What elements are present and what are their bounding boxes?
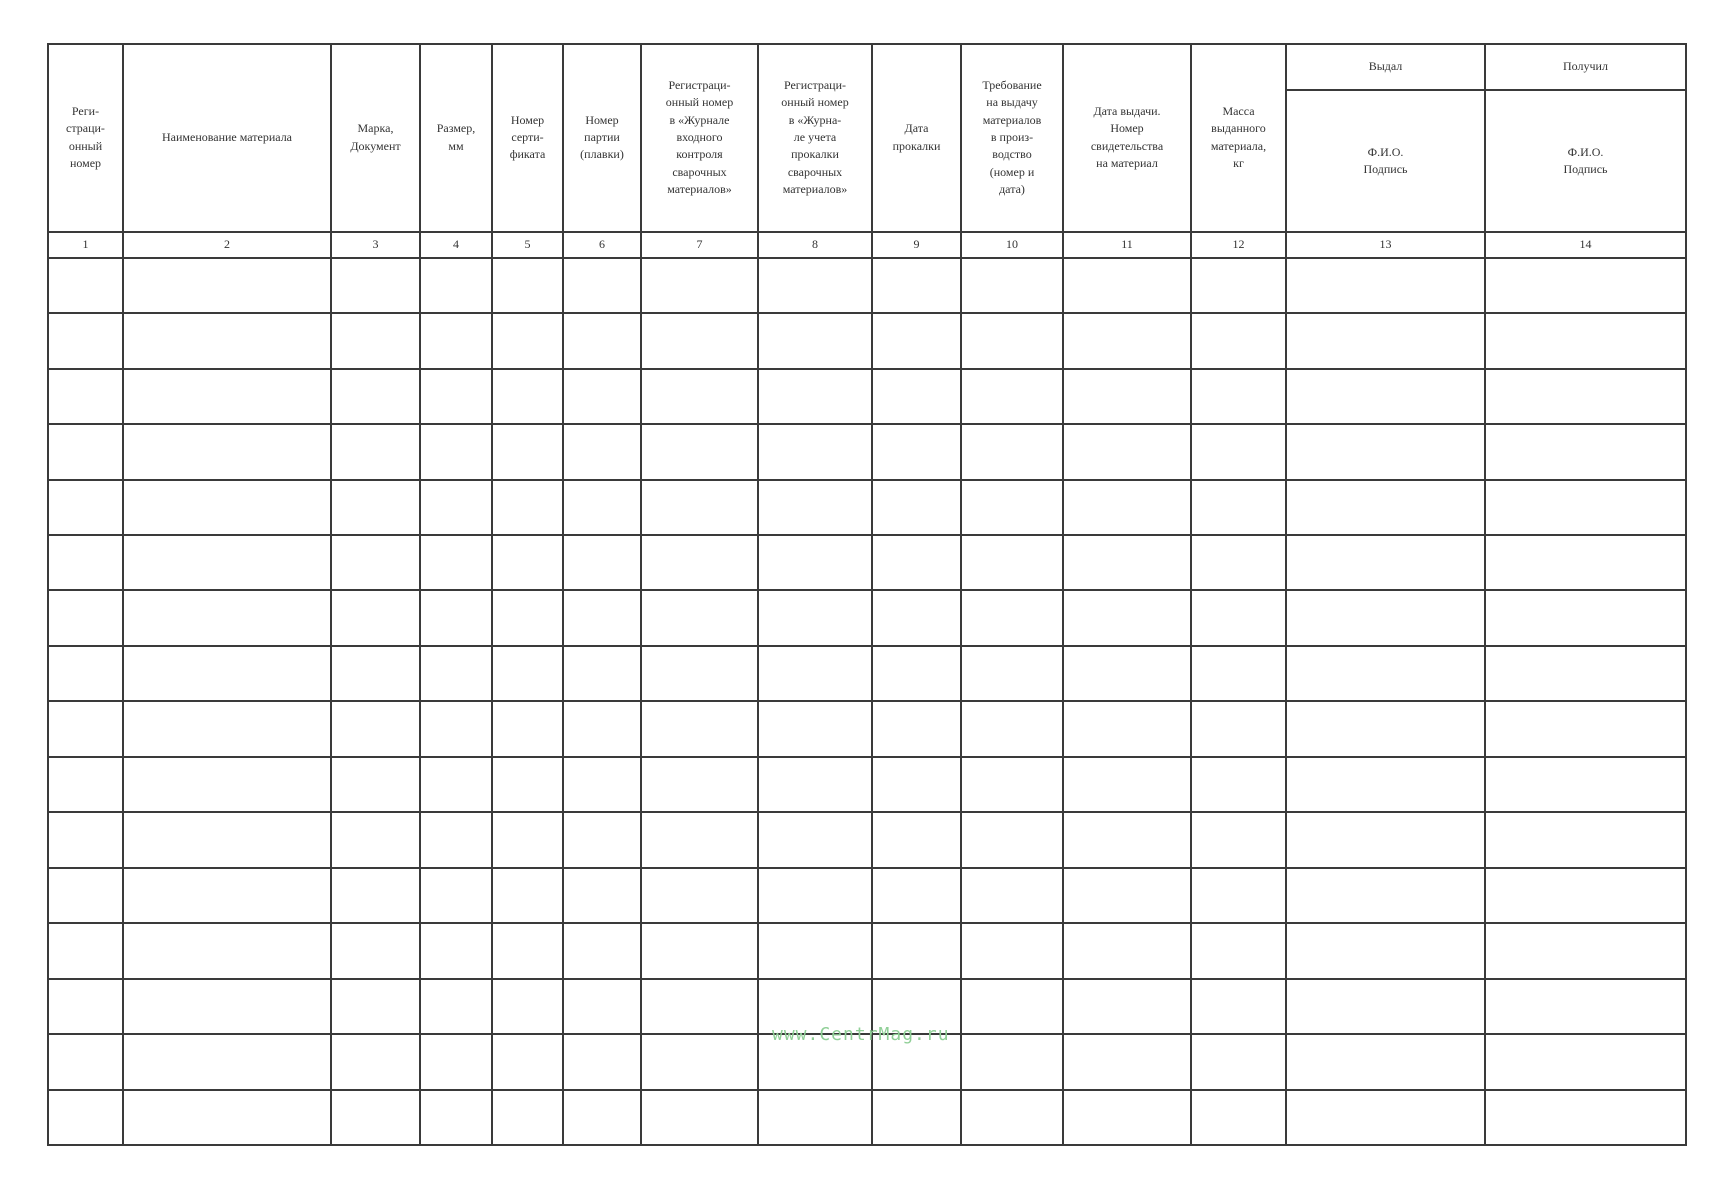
- table-cell[interactable]: [48, 369, 123, 424]
- table-cell[interactable]: [1485, 812, 1686, 867]
- header-batch-number: Номер партии (плавки): [563, 44, 641, 232]
- column-number-row: [48, 232, 1686, 258]
- table-cell[interactable]: [48, 590, 123, 645]
- table-cell[interactable]: [872, 757, 961, 812]
- table-cell[interactable]: [563, 812, 641, 867]
- table-cell[interactable]: [563, 535, 641, 590]
- table-cell[interactable]: [961, 369, 1063, 424]
- table-cell[interactable]: [1191, 812, 1286, 867]
- column-number: 8: [758, 232, 872, 258]
- table-cell[interactable]: [1286, 979, 1485, 1034]
- table-cell[interactable]: [563, 480, 641, 535]
- table-cell[interactable]: [641, 313, 758, 368]
- table-cell[interactable]: [872, 313, 961, 368]
- table-cell[interactable]: [758, 590, 872, 645]
- table-cell[interactable]: [1191, 258, 1286, 313]
- table-cell[interactable]: [123, 313, 331, 368]
- table-cell[interactable]: [48, 535, 123, 590]
- table-cell[interactable]: [420, 812, 492, 867]
- table-row: [48, 868, 1686, 923]
- table-cell[interactable]: [1286, 868, 1485, 923]
- column-number: 2: [123, 232, 331, 258]
- table-cell[interactable]: [872, 258, 961, 313]
- table-cell[interactable]: [123, 424, 331, 479]
- header-registration-number: Реги- страци- онный номер: [48, 44, 123, 232]
- table-cell[interactable]: [420, 313, 492, 368]
- table-cell[interactable]: [123, 535, 331, 590]
- table-cell[interactable]: [758, 868, 872, 923]
- table-cell[interactable]: [123, 646, 331, 701]
- table-row: [48, 535, 1686, 590]
- column-number: 11: [1063, 232, 1191, 258]
- table-cell[interactable]: [492, 1090, 563, 1145]
- table-cell[interactable]: [1063, 701, 1191, 756]
- table-cell[interactable]: [961, 590, 1063, 645]
- table-cell[interactable]: [961, 646, 1063, 701]
- table-cell[interactable]: [563, 1090, 641, 1145]
- table-cell[interactable]: [1063, 535, 1191, 590]
- header-calcination-journal-number: Регистраци- онный номер в «Журна- ле учета прокалки сварочных материалов»: [758, 44, 872, 232]
- table-cell[interactable]: [961, 535, 1063, 590]
- table-cell[interactable]: [1063, 313, 1191, 368]
- table-cell[interactable]: [123, 701, 331, 756]
- table-cell[interactable]: [641, 590, 758, 645]
- table-cell[interactable]: [420, 258, 492, 313]
- table-cell[interactable]: [48, 923, 123, 978]
- table-cell[interactable]: [1063, 1090, 1191, 1145]
- table-cell[interactable]: [563, 646, 641, 701]
- table-cell[interactable]: [872, 535, 961, 590]
- table-cell[interactable]: [420, 979, 492, 1034]
- watermark: www.CentrMag.ru: [772, 1024, 950, 1045]
- table-cell[interactable]: [123, 923, 331, 978]
- column-number: 7: [641, 232, 758, 258]
- table-cell[interactable]: [1286, 701, 1485, 756]
- table-row: [48, 424, 1686, 479]
- table-cell[interactable]: [641, 923, 758, 978]
- table-cell[interactable]: [123, 590, 331, 645]
- table-cell[interactable]: [492, 701, 563, 756]
- table-cell[interactable]: [123, 868, 331, 923]
- table-cell[interactable]: [961, 868, 1063, 923]
- table-cell[interactable]: [331, 757, 420, 812]
- table-cell[interactable]: [123, 369, 331, 424]
- table-cell[interactable]: [961, 923, 1063, 978]
- table-cell[interactable]: [1485, 1090, 1686, 1145]
- table-cell[interactable]: [1191, 590, 1286, 645]
- table-row: [48, 369, 1686, 424]
- table-cell[interactable]: [48, 1090, 123, 1145]
- table-cell[interactable]: [758, 646, 872, 701]
- table-cell[interactable]: [1286, 369, 1485, 424]
- table-cell[interactable]: [1286, 424, 1485, 479]
- table-cell[interactable]: [48, 868, 123, 923]
- table-cell[interactable]: [492, 313, 563, 368]
- table-cell[interactable]: [1191, 313, 1286, 368]
- table-cell[interactable]: [331, 1090, 420, 1145]
- table-cell[interactable]: [961, 757, 1063, 812]
- table-cell[interactable]: [1286, 923, 1485, 978]
- table-cell[interactable]: [1191, 923, 1286, 978]
- table-cell[interactable]: [641, 1090, 758, 1145]
- table-cell[interactable]: [331, 646, 420, 701]
- table-cell[interactable]: [420, 923, 492, 978]
- table-cell[interactable]: [758, 757, 872, 812]
- table-cell[interactable]: [48, 812, 123, 867]
- column-number: 9: [872, 232, 961, 258]
- table-cell[interactable]: [563, 701, 641, 756]
- table-cell[interactable]: [1286, 258, 1485, 313]
- table-cell[interactable]: [331, 369, 420, 424]
- column-number: 5: [492, 232, 563, 258]
- table-cell[interactable]: [1286, 480, 1485, 535]
- table-cell[interactable]: [961, 812, 1063, 867]
- table-cell[interactable]: [641, 979, 758, 1034]
- table-cell[interactable]: [123, 1090, 331, 1145]
- column-number: 13: [1286, 232, 1485, 258]
- table-cell[interactable]: [1485, 258, 1686, 313]
- table-cell[interactable]: [492, 1034, 563, 1089]
- header-calcination-date: Дата прокалки: [872, 44, 961, 232]
- table-cell[interactable]: [492, 258, 563, 313]
- table-cell[interactable]: [331, 535, 420, 590]
- table-cell[interactable]: [1286, 590, 1485, 645]
- table-cell[interactable]: [758, 1090, 872, 1145]
- header-row-top: [48, 44, 1686, 90]
- table-cell[interactable]: [492, 979, 563, 1034]
- table-cell[interactable]: [331, 868, 420, 923]
- table-cell[interactable]: [758, 480, 872, 535]
- table-cell[interactable]: [961, 701, 1063, 756]
- table-row: [48, 701, 1686, 756]
- table-cell[interactable]: [331, 979, 420, 1034]
- table-cell[interactable]: [331, 590, 420, 645]
- table-cell[interactable]: [961, 424, 1063, 479]
- table-cell[interactable]: [641, 701, 758, 756]
- table-row: [48, 590, 1686, 645]
- table-cell[interactable]: [758, 313, 872, 368]
- table-cell[interactable]: [1191, 424, 1286, 479]
- table-cell[interactable]: [641, 535, 758, 590]
- table-cell[interactable]: [331, 701, 420, 756]
- table-cell[interactable]: [563, 590, 641, 645]
- table-cell[interactable]: [563, 258, 641, 313]
- column-number: 14: [1485, 232, 1686, 258]
- header-incoming-control-journal-number: Регистраци- онный номер в «Журнале входного контроля сварочных материалов»: [641, 44, 758, 232]
- table-cell[interactable]: [420, 868, 492, 923]
- header-received-by: Получил: [1485, 44, 1686, 90]
- table-cell[interactable]: [641, 424, 758, 479]
- table-cell[interactable]: [563, 757, 641, 812]
- table-cell[interactable]: [492, 424, 563, 479]
- table-cell[interactable]: [1063, 369, 1191, 424]
- table-cell[interactable]: [420, 1034, 492, 1089]
- table-cell[interactable]: [420, 701, 492, 756]
- table-cell[interactable]: [420, 480, 492, 535]
- table-cell[interactable]: [563, 979, 641, 1034]
- table-cell[interactable]: [331, 812, 420, 867]
- table-cell[interactable]: [1485, 369, 1686, 424]
- table-cell[interactable]: [641, 480, 758, 535]
- table-cell[interactable]: [331, 313, 420, 368]
- table-cell[interactable]: [1286, 535, 1485, 590]
- header-certificate-number: Номер серти- фиката: [492, 44, 563, 232]
- table-cell[interactable]: [1485, 646, 1686, 701]
- table-cell[interactable]: [872, 590, 961, 645]
- table-cell[interactable]: [1286, 313, 1485, 368]
- table-cell[interactable]: [1191, 480, 1286, 535]
- table-cell[interactable]: [641, 757, 758, 812]
- table-cell[interactable]: [420, 535, 492, 590]
- table-cell[interactable]: [758, 424, 872, 479]
- table-cell[interactable]: [1286, 757, 1485, 812]
- table-cell[interactable]: [48, 701, 123, 756]
- table-cell[interactable]: [492, 369, 563, 424]
- table-cell[interactable]: [492, 757, 563, 812]
- table-cell[interactable]: [872, 369, 961, 424]
- table-cell[interactable]: [420, 424, 492, 479]
- column-number: 6: [563, 232, 641, 258]
- column-number: 1: [48, 232, 123, 258]
- table-cell[interactable]: [331, 480, 420, 535]
- table-cell[interactable]: [420, 369, 492, 424]
- table-cell[interactable]: [1063, 812, 1191, 867]
- table-cell[interactable]: [1191, 1090, 1286, 1145]
- header-size: Размер, мм: [420, 44, 492, 232]
- table-cell[interactable]: [48, 258, 123, 313]
- table-cell[interactable]: [1485, 313, 1686, 368]
- table-cell[interactable]: [1286, 1034, 1485, 1089]
- welding-materials-register-table: [47, 43, 1687, 1146]
- table-cell[interactable]: [492, 590, 563, 645]
- header-issue-request: Требование на выдачу материалов в произ- водство (номер и дата): [961, 44, 1063, 232]
- table-cell[interactable]: [872, 701, 961, 756]
- table-cell[interactable]: [872, 480, 961, 535]
- table-cell[interactable]: [758, 258, 872, 313]
- table-cell[interactable]: [48, 979, 123, 1034]
- table-cell[interactable]: [48, 424, 123, 479]
- header-issued-mass: Масса выданного материала, кг: [1191, 44, 1286, 232]
- table-cell[interactable]: [420, 757, 492, 812]
- table-cell[interactable]: [123, 480, 331, 535]
- table-cell[interactable]: [758, 923, 872, 978]
- table-cell[interactable]: [1485, 535, 1686, 590]
- table-cell[interactable]: [492, 868, 563, 923]
- table-cell[interactable]: [123, 812, 331, 867]
- table-cell[interactable]: [1286, 812, 1485, 867]
- table-cell[interactable]: [123, 1034, 331, 1089]
- table-cell[interactable]: [1485, 480, 1686, 535]
- header-issuer-name-signature: Ф.И.О. Подпись: [1286, 90, 1485, 231]
- table-cell[interactable]: [331, 923, 420, 978]
- table-row: [48, 646, 1686, 701]
- table-cell[interactable]: [1191, 868, 1286, 923]
- table-cell[interactable]: [872, 812, 961, 867]
- table-row: [48, 1090, 1686, 1145]
- table-cell[interactable]: [1191, 1034, 1286, 1089]
- header-grade-document: Марка, Документ: [331, 44, 420, 232]
- table-cell[interactable]: [331, 424, 420, 479]
- table-cell[interactable]: [1063, 923, 1191, 978]
- table-cell[interactable]: [331, 1034, 420, 1089]
- table-cell[interactable]: [961, 258, 1063, 313]
- table-cell[interactable]: [1063, 258, 1191, 313]
- table-row: [48, 313, 1686, 368]
- table-cell[interactable]: [563, 313, 641, 368]
- table-cell[interactable]: [420, 1090, 492, 1145]
- header-receiver-name-signature: Ф.И.О. Подпись: [1485, 90, 1686, 231]
- table-cell[interactable]: [961, 480, 1063, 535]
- column-number: 12: [1191, 232, 1286, 258]
- table-cell[interactable]: [492, 535, 563, 590]
- table-cell[interactable]: [1191, 369, 1286, 424]
- table-cell[interactable]: [1063, 646, 1191, 701]
- table-cell[interactable]: [758, 812, 872, 867]
- table-cell[interactable]: [1485, 979, 1686, 1034]
- table-cell[interactable]: [1485, 1034, 1686, 1089]
- table-cell[interactable]: [641, 646, 758, 701]
- table-cell[interactable]: [1191, 979, 1286, 1034]
- table-cell[interactable]: [641, 812, 758, 867]
- table-cell[interactable]: [563, 1034, 641, 1089]
- table-cell[interactable]: [563, 424, 641, 479]
- table-cell[interactable]: [1063, 868, 1191, 923]
- table-cell[interactable]: [1286, 646, 1485, 701]
- table-cell[interactable]: [123, 258, 331, 313]
- table-cell[interactable]: [641, 369, 758, 424]
- table-row: [48, 812, 1686, 867]
- table-cell[interactable]: [563, 923, 641, 978]
- table-cell[interactable]: [961, 1034, 1063, 1089]
- table-cell[interactable]: [331, 258, 420, 313]
- table-cell[interactable]: [872, 923, 961, 978]
- table-cell[interactable]: [872, 868, 961, 923]
- table-cell[interactable]: [492, 812, 563, 867]
- table-cell[interactable]: [563, 868, 641, 923]
- table-row: [48, 923, 1686, 978]
- table-cell[interactable]: [48, 1034, 123, 1089]
- table-cell[interactable]: [492, 480, 563, 535]
- table-cell[interactable]: [961, 313, 1063, 368]
- table-cell[interactable]: [420, 646, 492, 701]
- table-cell[interactable]: [1063, 590, 1191, 645]
- table-cell[interactable]: [758, 701, 872, 756]
- table-cell[interactable]: [1485, 757, 1686, 812]
- table-cell[interactable]: [872, 646, 961, 701]
- header-issued-by: Выдал: [1286, 44, 1485, 90]
- table-cell[interactable]: [1485, 590, 1686, 645]
- table-cell[interactable]: [1063, 1034, 1191, 1089]
- table-cell[interactable]: [1191, 646, 1286, 701]
- table-cell[interactable]: [420, 590, 492, 645]
- table-cell[interactable]: [48, 313, 123, 368]
- table-cell[interactable]: [1286, 1090, 1485, 1145]
- table-cell[interactable]: [1485, 424, 1686, 479]
- header-material-name: Наименование материала: [123, 44, 331, 232]
- table-cell[interactable]: [1191, 757, 1286, 812]
- table-cell[interactable]: [123, 757, 331, 812]
- table-cell[interactable]: [1485, 701, 1686, 756]
- table-cell[interactable]: [1191, 701, 1286, 756]
- table-cell[interactable]: [48, 757, 123, 812]
- table-row: [48, 480, 1686, 535]
- table-cell[interactable]: [961, 1090, 1063, 1145]
- table-cell[interactable]: [872, 424, 961, 479]
- table-cell[interactable]: [961, 979, 1063, 1034]
- table-cell[interactable]: [492, 923, 563, 978]
- table-cell[interactable]: [1063, 480, 1191, 535]
- table-cell[interactable]: [563, 369, 641, 424]
- table-cell[interactable]: [641, 868, 758, 923]
- table-cell[interactable]: [641, 258, 758, 313]
- column-number: 3: [331, 232, 420, 258]
- table-cell[interactable]: [758, 535, 872, 590]
- header-issue-date-certificate: Дата выдачи. Номер свидетельства на материал: [1063, 44, 1191, 232]
- table-cell[interactable]: [641, 1034, 758, 1089]
- table-cell[interactable]: [1063, 757, 1191, 812]
- table-cell[interactable]: [123, 979, 331, 1034]
- column-number: 4: [420, 232, 492, 258]
- table-cell[interactable]: [758, 369, 872, 424]
- table-cell[interactable]: [1485, 923, 1686, 978]
- table-cell[interactable]: [1063, 424, 1191, 479]
- table-cell[interactable]: [492, 646, 563, 701]
- table-row: [48, 258, 1686, 313]
- table-cell[interactable]: [1485, 868, 1686, 923]
- table-row: [48, 757, 1686, 812]
- table-cell[interactable]: [48, 480, 123, 535]
- table-cell[interactable]: [1191, 535, 1286, 590]
- table-cell[interactable]: [872, 1090, 961, 1145]
- table-cell[interactable]: [48, 646, 123, 701]
- table-cell[interactable]: [1063, 979, 1191, 1034]
- column-number: 10: [961, 232, 1063, 258]
